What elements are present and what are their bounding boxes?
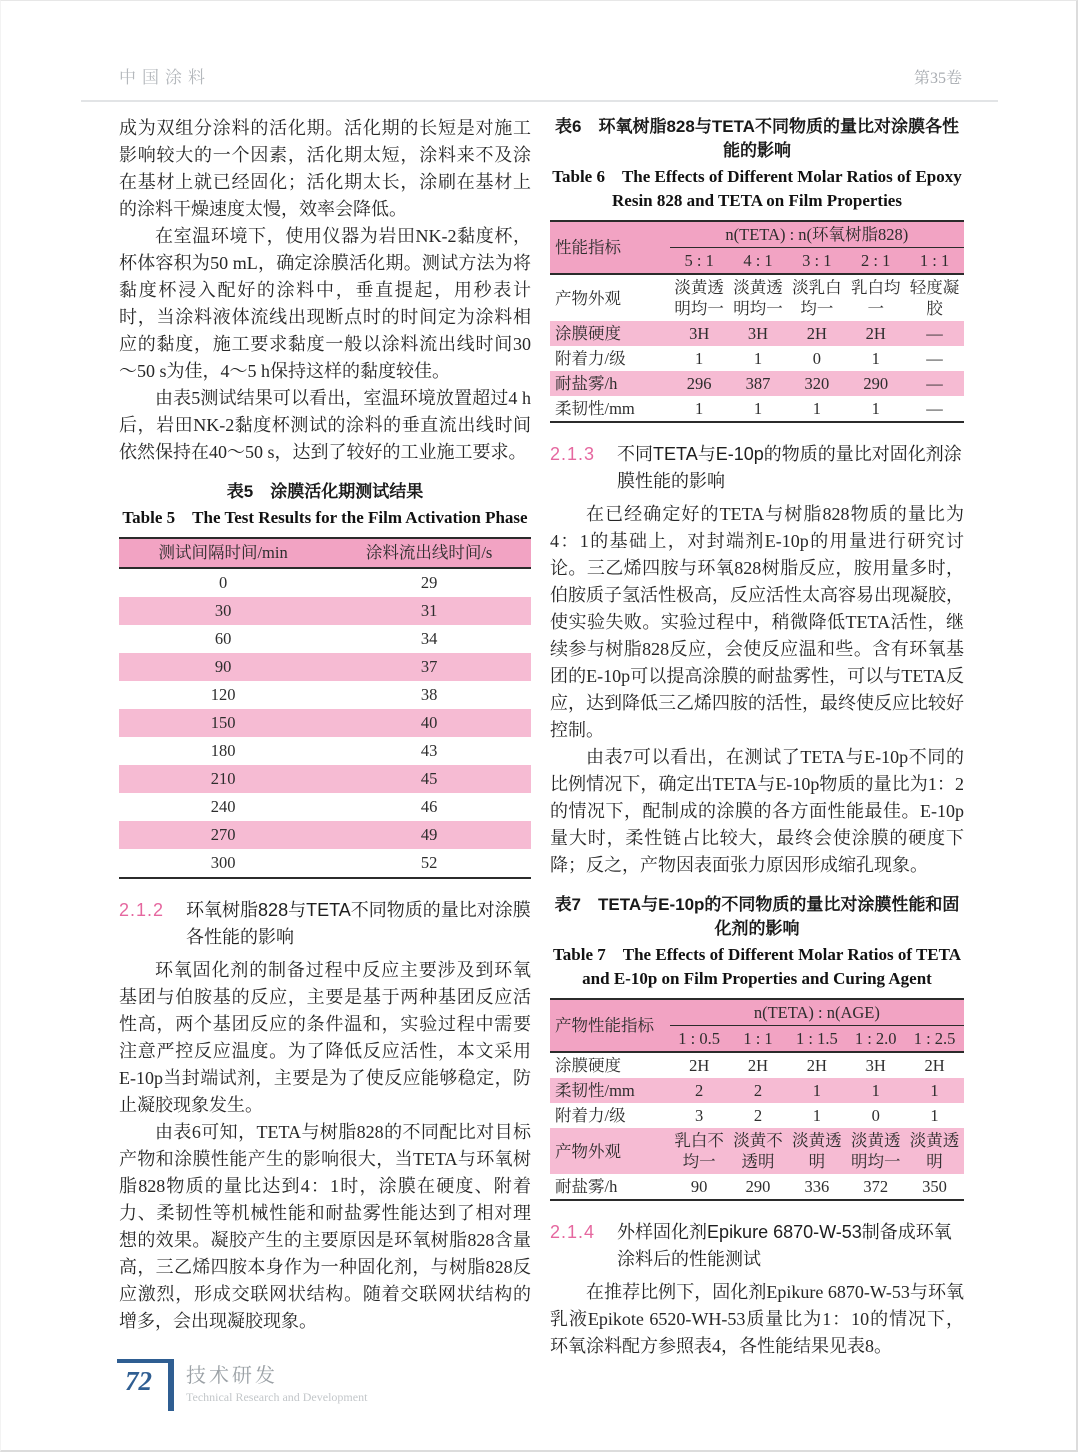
table-7	[550, 998, 964, 1201]
running-head	[119, 63, 962, 88]
row-label: 附着力/级	[555, 1106, 626, 1125]
cell: 387	[745, 374, 771, 393]
paragraph: 在推荐比例下，固化剂Epikure 6870-W-53与环氧乳液Epikote 6520-WH-53质量比为1：10的情况下，环氧涂料配方参照表4，各性能结果见表8。	[550, 1282, 964, 1356]
cell: 120	[210, 685, 236, 704]
row-label: 涂膜硬度	[555, 324, 621, 343]
header-rule	[81, 100, 998, 102]
page-number: 72	[117, 1359, 168, 1411]
table-5-caption-en: Table 5 The Test Results for the Film Activation Phase	[122, 508, 528, 527]
paragraph: 由表7可以看出，在测试了TETA与E-10p不同的比例情况下，确定出TETA与E-10p物质的量比为1：2的情况下，配制成的涂膜的各方面性能最佳。E-10p量大时，柔性链占比较大，最终会使涂膜的硬度下降；反之，产物因表面张力原因形成缩孔现象。	[550, 747, 964, 875]
cell: 淡黄透明	[792, 1131, 842, 1171]
section-number: 2.1.4	[550, 1222, 596, 1242]
ratio-header: 2 : 1	[846, 248, 905, 275]
cell: 0	[812, 349, 821, 368]
cell: 1	[930, 1081, 939, 1100]
cell: 轻度凝胶	[909, 278, 960, 318]
table-row	[119, 765, 531, 793]
row-label: 耐盐雾/h	[555, 1177, 618, 1196]
ratio-header: 1 : 2.0	[846, 1026, 905, 1053]
cell: —	[926, 349, 943, 368]
cell: 淡黄透明均一	[733, 278, 783, 318]
paragraph: 在已经确定好的TETA与树脂828物质的量比为4：1的基础上，对封端剂E-10p的用量进行研究讨论。三乙烯四胺与环氧828树脂反应，胺用量多时，伯胺质子氢活性极高，反应活性太高容易出现凝胶，使实验失败。实验过程中，稍微降低TETA活性，继续参与树脂828反应，会使反应温和些。含有环氧基团的E-10p可以提高涂膜的耐盐雾性，可以与TETA反应，达到降低三乙烯四胺的活性，最终使反应比较好控制。	[550, 504, 964, 740]
cell: 336	[804, 1177, 830, 1196]
cell: 1	[812, 399, 821, 418]
table-row	[550, 1103, 964, 1128]
ratio-header: 5 : 1	[670, 248, 729, 275]
row-label: 耐盐雾/h	[555, 374, 618, 393]
table-header-row	[550, 221, 964, 248]
page-number-box	[117, 1359, 174, 1411]
cell: 淡黄透明	[909, 1131, 960, 1171]
table-6-caption-cn: 表6 环氧树脂828与TETA不同物质的量比对涂膜各性能的影响	[555, 117, 959, 160]
page-footer	[117, 1359, 367, 1411]
cell: 3H	[865, 1056, 886, 1075]
cell: 1	[812, 1106, 821, 1125]
cell: 1	[930, 1106, 939, 1125]
footer-label-cn: 技术研发	[186, 1365, 278, 1387]
cell: 3H	[689, 324, 710, 343]
table-row	[550, 274, 964, 321]
cell: 2H	[806, 1056, 827, 1075]
table-row	[119, 737, 531, 765]
table-6-caption	[550, 115, 964, 213]
column-header: 涂料流出线时间/s	[327, 538, 531, 568]
cell: 90	[214, 657, 232, 676]
group-header: n(TETA) : n(环氧树脂828)	[670, 221, 964, 248]
cell: 270	[210, 825, 236, 844]
table-5-caption-cn: 表5 涂膜活化期测试结果	[226, 482, 424, 501]
cell: 2H	[806, 324, 827, 343]
footer-accent-bar	[168, 1359, 174, 1411]
cell: 2	[753, 1081, 763, 1100]
cell: 34	[420, 629, 438, 648]
cell: 0	[218, 573, 228, 592]
table-row	[119, 568, 531, 597]
row-label: 产物外观	[555, 1141, 621, 1161]
cell: 1	[753, 399, 763, 418]
journal-title: 中国涂料	[119, 68, 211, 87]
cell: 3	[695, 1106, 704, 1125]
cell: 45	[420, 769, 438, 788]
cell: 2H	[689, 1056, 710, 1075]
cell: 1	[753, 349, 763, 368]
cell: —	[926, 399, 943, 418]
table-6	[550, 220, 964, 423]
table-row	[119, 821, 531, 849]
ratio-header: 1 : 2.5	[905, 1026, 964, 1053]
row-label: 产物外观	[555, 288, 621, 308]
cell: 300	[210, 853, 236, 872]
footer-labels	[186, 1359, 367, 1405]
ratio-header: 1 : 1	[905, 248, 964, 275]
cell: 290	[745, 1177, 771, 1196]
cell: 43	[420, 741, 438, 760]
section-number: 2.1.2	[119, 900, 165, 920]
cell: 296	[686, 374, 712, 393]
cell: 3H	[747, 324, 769, 343]
paragraph: 环氧固化剂的制备过程中反应主要涉及到环氧基团与伯胺基的反应，主要是基于两种基团反应活性高，两个基团反应的条件温和，实验过程中需要注意严控反应温度。为了降低反应活性，本文采用E-10p当封端试剂，主要是为了使反应能够稳定，防止凝胶现象发生。	[119, 960, 531, 1115]
ratio-header: 3 : 1	[787, 248, 846, 275]
cell: 290	[863, 374, 889, 393]
ratio-header: 1 : 0.5	[670, 1026, 729, 1053]
paragraph: 在室温环境下，使用仪器为岩田NK-2黏度杯，杯体容积为50 mL，确定涂膜活化期。测试方法为将黏度杯浸入配好的涂料中，垂直提起，用秒表计时，当涂料液体流线出现断点时的时间定为涂料相应的黏度，施工要求黏度一般以涂料流出线时间30～50 s为佳，4～5 h保持这样的黏度较佳。	[119, 226, 531, 381]
cell: 49	[420, 825, 438, 844]
section-title: 外样固化剂Epikure 6870-W-53制备成环氧涂料后的性能测试	[617, 1222, 952, 1269]
table-header-row	[119, 538, 531, 568]
table-row	[119, 793, 531, 821]
section-heading-2-1-3	[550, 441, 964, 495]
cell: —	[926, 324, 943, 343]
cell: 210	[210, 769, 236, 788]
paragraph: 由表5测试结果可以看出，室温环境放置超过4 h后，岩田NK-2黏度杯测试的涂料的垂直流出线时间依然保持在40～50 s，达到了较好的工业施工要求。	[119, 388, 531, 462]
table-row	[550, 321, 964, 346]
cell: 淡乳白均一	[792, 278, 842, 318]
table-row	[119, 709, 531, 737]
column-header: 测试间隔时间/min	[119, 538, 327, 568]
paragraph: 成为双组分涂料的活化期。活化期的长短是对施工影响较大的一个因素，活化期太短，涂料来不及涂在基材上就已经固化；活化期太长，涂刷在基材上的涂料干燥速度太慢，效率会降低。	[119, 118, 531, 219]
right-column	[550, 115, 964, 1360]
cell: 372	[863, 1177, 889, 1196]
table-row	[119, 625, 531, 653]
cell: 2H	[865, 324, 886, 343]
section-heading-2-1-2	[119, 897, 531, 951]
cell: 150	[210, 713, 236, 732]
cell: 90	[690, 1177, 708, 1196]
cell: 2	[695, 1081, 704, 1100]
section-heading-2-1-4	[550, 1219, 964, 1273]
table-row	[550, 1174, 964, 1200]
cell: 30	[214, 601, 232, 620]
cell: 1	[871, 349, 880, 368]
volume-label: 第35卷	[913, 70, 962, 87]
cell: 31	[420, 601, 438, 620]
row-label: 柔韧性/mm	[555, 399, 635, 418]
table-row	[550, 346, 964, 371]
table-row	[550, 371, 964, 396]
cell: 0	[871, 1106, 880, 1125]
table-5	[119, 537, 531, 879]
cell: 38	[420, 685, 438, 704]
corner-header: 性能指标	[550, 221, 670, 274]
cell: 淡黄透明均一	[674, 278, 724, 318]
cell: 37	[420, 657, 438, 676]
cell: 1	[871, 1081, 880, 1100]
table-row	[119, 681, 531, 709]
cell: 320	[804, 374, 830, 393]
cell: 180	[210, 741, 236, 760]
row-label: 涂膜硬度	[555, 1056, 621, 1075]
paragraph: 由表6可知，TETA与树脂828的不同配比对目标产物和涂膜性能产生的影响很大，当TETA与环氧树脂828物质的量比达到4：1时，涂膜在硬度、附着力、柔韧性等机械性能和耐盐雾性能达到了相对理想的效果。凝胶产生的主要原因是环氧树脂828含量高，三乙烯四胺本身作为一种固化剂，与树脂828反应激烈，形成交联网状结构。随着交联网状结构的增多，会出现凝胶现象。	[119, 1122, 531, 1331]
cell: 淡黄不透明	[733, 1131, 783, 1171]
table-row	[550, 396, 964, 422]
left-column	[119, 115, 531, 1335]
cell: 2H	[747, 1056, 769, 1075]
section-title: 环氧树脂828与TETA不同物质的量比对涂膜各性能的影响	[186, 900, 531, 947]
footer-label-en: Technical Research and Development	[186, 1390, 368, 1404]
cell: 350	[922, 1177, 947, 1196]
table-row	[119, 597, 531, 625]
cell: 1	[812, 1081, 821, 1100]
table-7-caption-en: Table 7 The Effects of Different Molar Ratios of TETA and E-10p on Film Properties and Curing Agent	[553, 945, 961, 988]
cell: 29	[420, 573, 438, 592]
section-number: 2.1.3	[550, 444, 596, 464]
cell: 240	[210, 797, 236, 816]
group-header: n(TETA) : n(AGE)	[670, 999, 964, 1026]
cell: 淡黄透明均一	[850, 1131, 901, 1171]
table-row	[119, 849, 531, 878]
row-label: 柔韧性/mm	[555, 1081, 635, 1100]
ratio-header: 4 : 1	[729, 248, 788, 275]
table-row	[550, 1128, 964, 1174]
table-5-caption	[119, 480, 531, 530]
cell: 46	[420, 797, 438, 816]
ratio-header: 1 : 1.5	[787, 1026, 846, 1053]
table-7-caption-cn: 表7 TETA与E-10p的不同物质的量比对涂膜性能和固化剂的影响	[554, 895, 960, 938]
table-row	[550, 1078, 964, 1103]
section-title: 不同TETA与E-10p的物质的量比对固化剂涂膜性能的影响	[617, 444, 962, 491]
cell: 52	[420, 853, 438, 872]
cell: 2H	[924, 1056, 945, 1075]
cell: 1	[695, 349, 704, 368]
row-label: 附着力/级	[555, 349, 626, 368]
ratio-header: 1 : 1	[729, 1026, 788, 1053]
cell: 40	[420, 713, 438, 732]
table-7-caption	[550, 893, 964, 991]
cell: 乳白不均一	[674, 1131, 724, 1171]
cell: 60	[214, 629, 232, 648]
table-row	[550, 1052, 964, 1078]
table-6-caption-en: Table 6 The Effects of Different Molar Ratios of Epoxy Resin 828 and TETA on Film Properties	[552, 167, 962, 210]
cell: 1	[871, 399, 880, 418]
cell: 1	[695, 399, 704, 418]
corner-header: 产物性能指标	[550, 999, 670, 1052]
cell: —	[926, 374, 943, 393]
table-row	[119, 653, 531, 681]
cell: 2	[753, 1106, 763, 1125]
table-header-row	[550, 999, 964, 1026]
cell: 乳白均一	[850, 278, 901, 318]
